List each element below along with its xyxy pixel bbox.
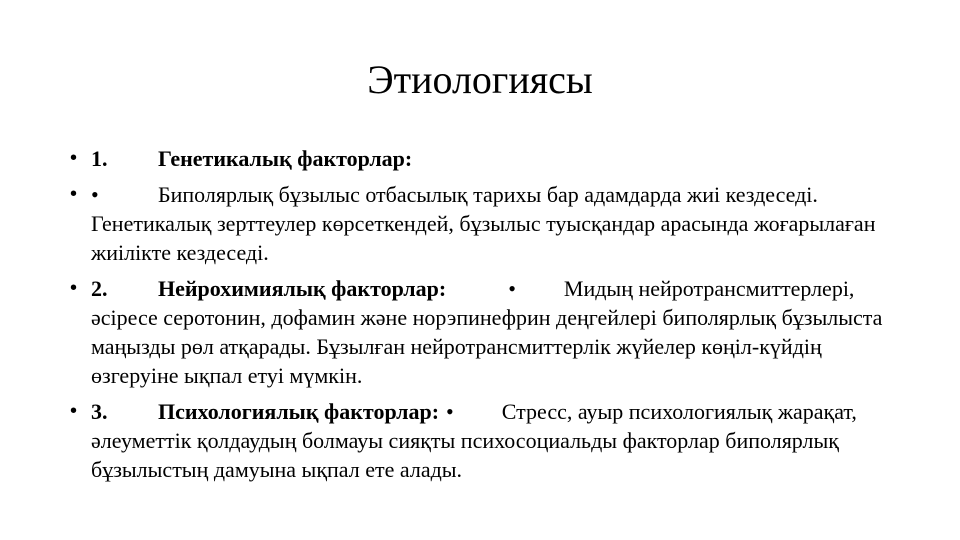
item-heading: Нейрохимиялық факторлар:: [158, 276, 447, 301]
item-number: 2.: [91, 276, 108, 301]
list-item: [70, 397, 910, 484]
item-marker: •: [91, 182, 99, 207]
item-marker: •: [446, 399, 454, 424]
bullet-icon: •: [70, 277, 78, 299]
slide-title: Этиологиясы: [367, 57, 593, 102]
list-item: [70, 144, 910, 173]
item-text: Биполярлық бұзылыс отбасылық тарихы бар адамдарда жиі кездеседі. Генетикалық зерттеулер көрсеткендей, бұзылыс туысқандар арасында жоғарылаған жиілікте кездеседі.: [91, 182, 876, 265]
item-heading: Генетикалық факторлар:: [158, 146, 413, 171]
list-item: [70, 180, 910, 267]
item-text: Стресс, ауыр психологиялық жарақат, әлеуметтік қолдаудың болмауы сияқты психосоциальды факторлар биполярлық бұзылыстың дамуына ықпал ете алады.: [91, 399, 857, 482]
bullet-icon: •: [70, 400, 78, 422]
item-marker: •: [508, 276, 516, 301]
bullet-icon: •: [70, 147, 78, 169]
item-text: Мидың нейротрансмиттерлері, әсіресе серотонин, дофамин және норэпинефрин деңгейлері биполярлық бұзылыста маңызды рөл атқарады. Бұзылған нейротрансмиттерлік жүйелер көңіл-күйдің өзгеруіне ықпал етуі мүмкін.: [91, 276, 883, 388]
bullet-icon: •: [70, 183, 78, 205]
item-number: 1.: [91, 146, 108, 171]
bullet-list: [70, 144, 910, 491]
item-number: 3.: [91, 399, 108, 424]
list-item: [70, 274, 910, 390]
item-heading: Психологиялық факторлар:: [158, 399, 440, 424]
